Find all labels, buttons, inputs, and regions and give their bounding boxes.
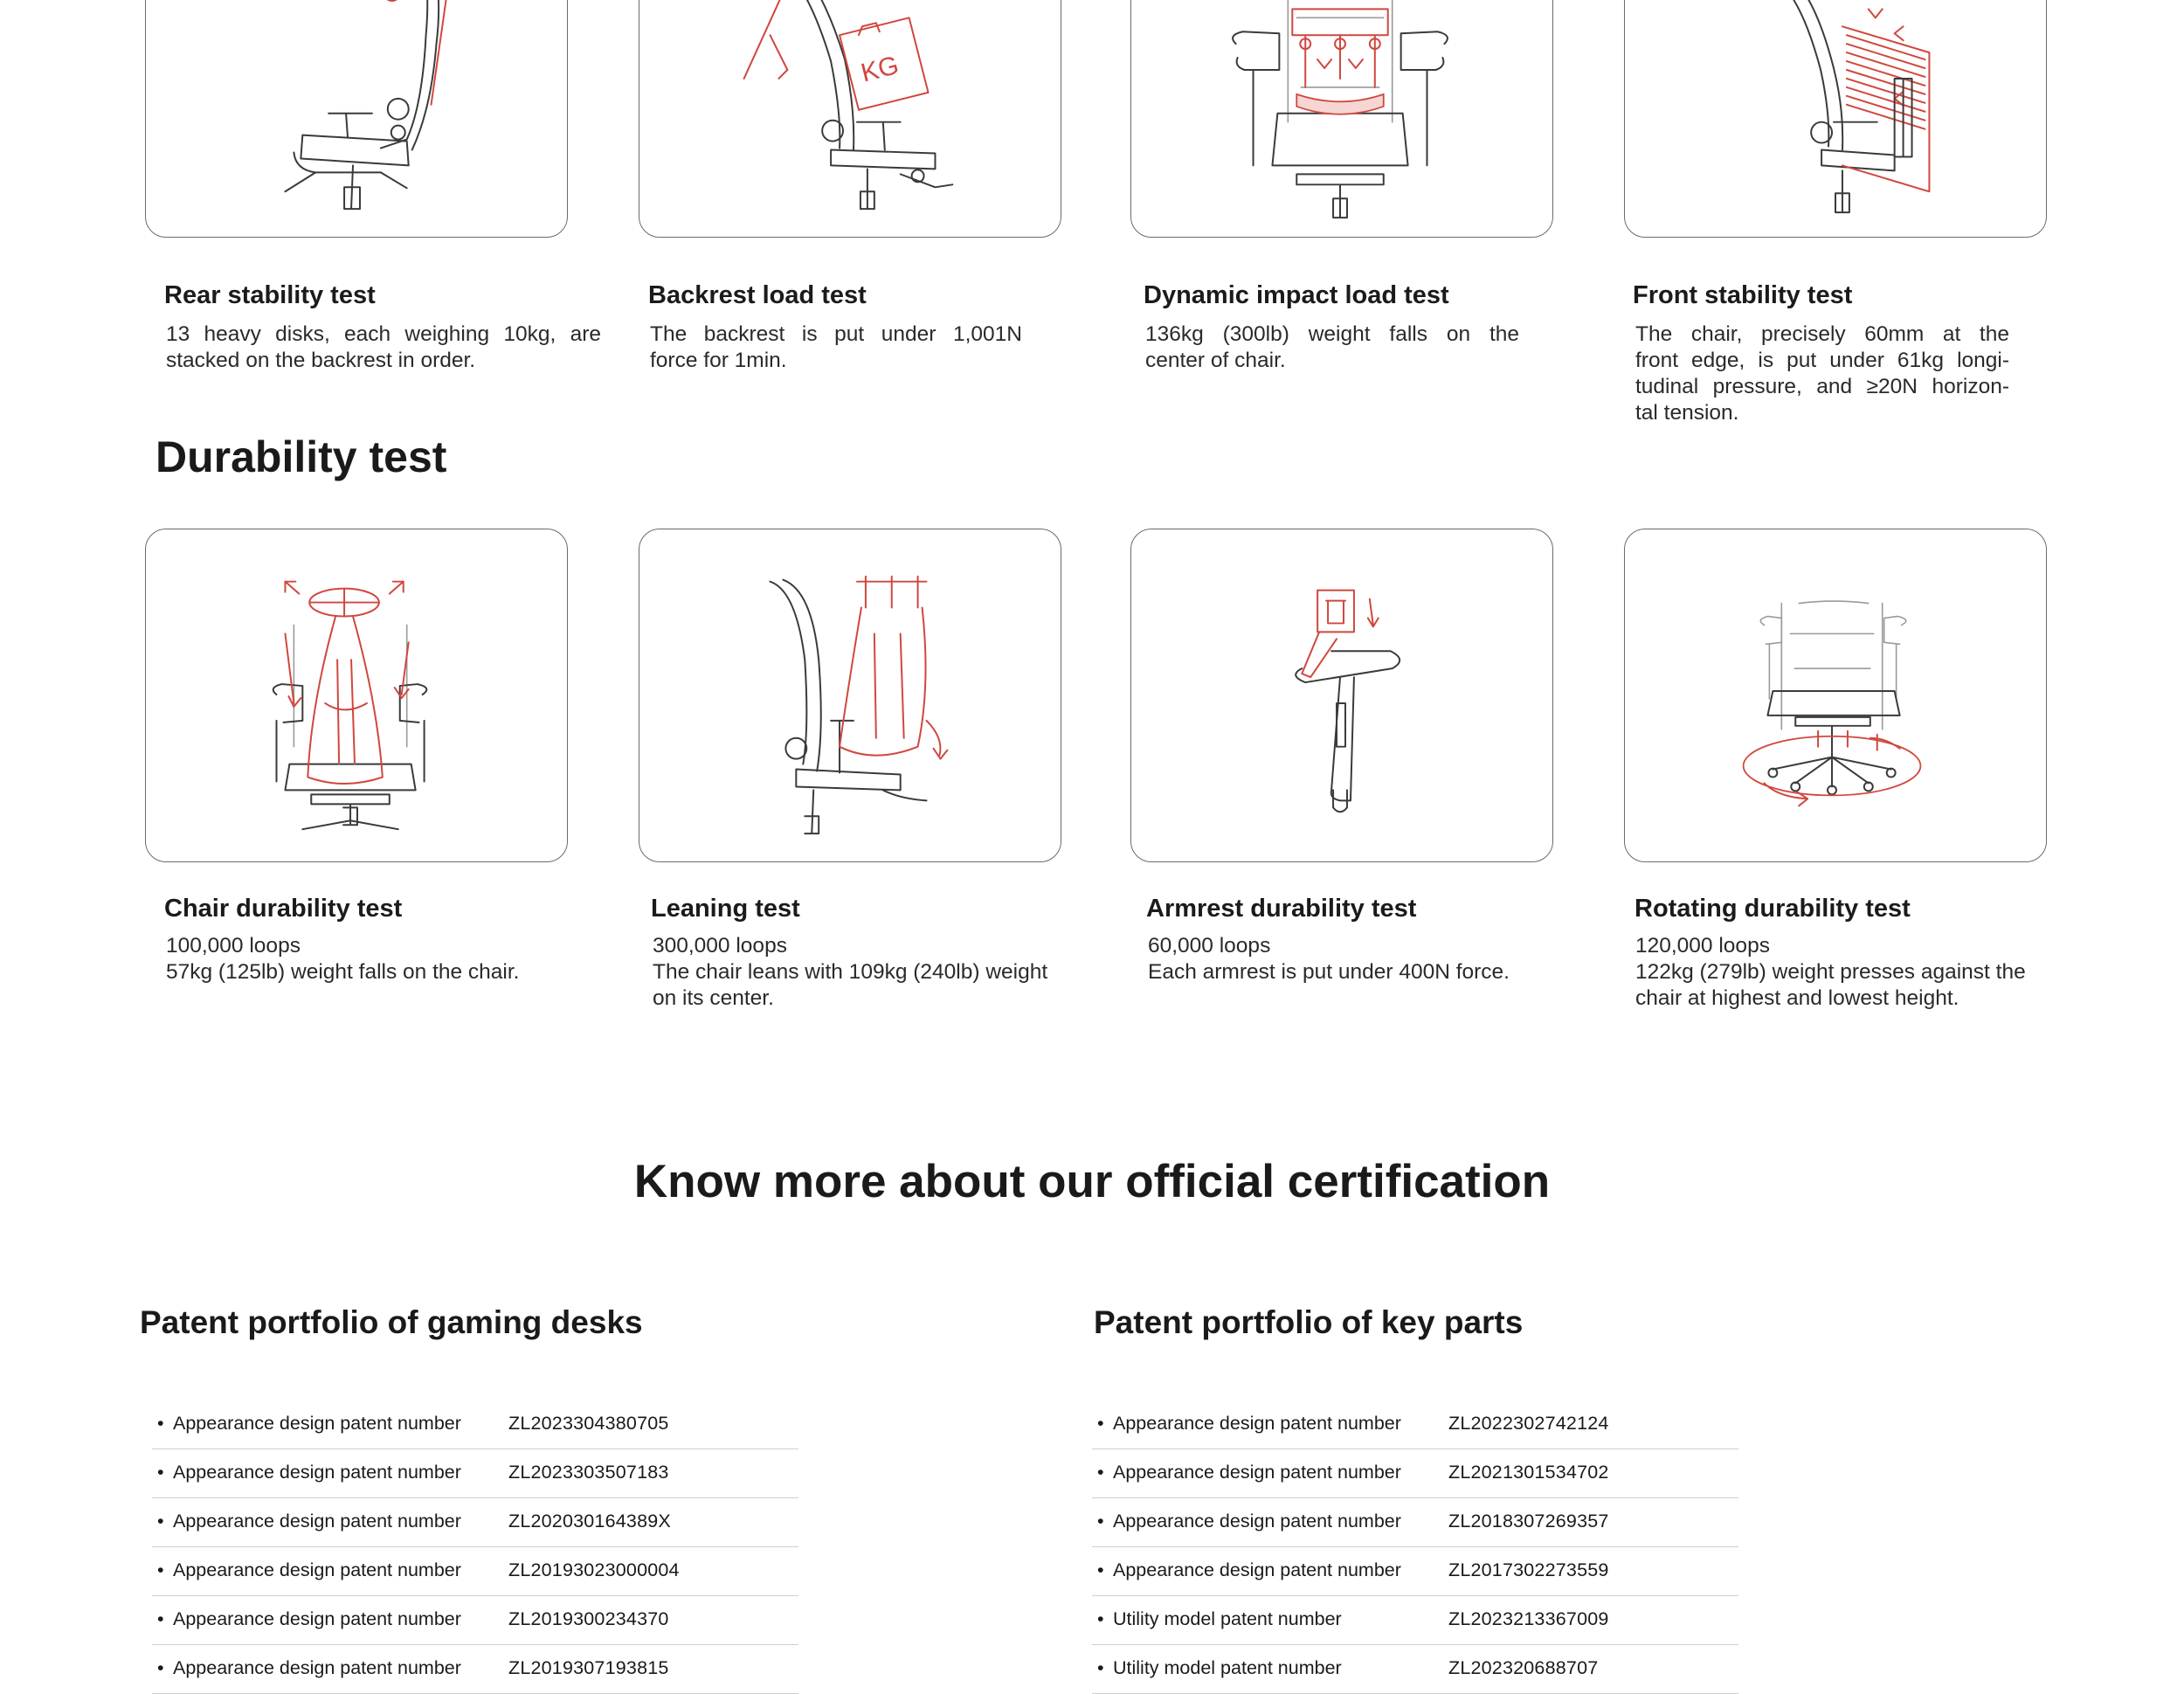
illustration-card-armrest-durability <box>1130 529 1553 862</box>
patent-number: ZL20193023000004 <box>508 1559 680 1580</box>
test-title-dynamic-impact: Dynamic impact load test <box>1144 281 1449 309</box>
patent-number: ZL202320688707 <box>1448 1657 1599 1678</box>
patent-number: ZL2023304380705 <box>508 1413 669 1434</box>
test-title-rotating-durability: Rotating durability test <box>1635 895 1911 923</box>
test-title-rear-stability: Rear stability test <box>164 281 376 309</box>
patent-row <box>152 1547 798 1596</box>
patent-type: Appearance design patent number <box>173 1608 461 1629</box>
patent-type: Appearance design patent number <box>1113 1559 1401 1580</box>
dynamic-impact-illustration <box>1131 0 1552 237</box>
patent-type: Appearance design patent number <box>173 1413 461 1434</box>
desc-line: The chair, precisely 60mm at the <box>1635 322 2009 346</box>
illustration-card-dynamic-impact <box>1130 0 1553 238</box>
patent-type: Appearance design patent number <box>1113 1511 1401 1532</box>
patent-number: ZL2023213367009 <box>1448 1608 1609 1629</box>
patent-type: Appearance design patent number <box>173 1657 461 1678</box>
desc-line: 100,000 loops <box>166 934 301 958</box>
leaning-illustration <box>639 529 1061 861</box>
patent-type: Appearance design patent number <box>173 1462 461 1483</box>
desc-line: 57kg (125lb) weight falls on the chair. <box>166 960 520 984</box>
patent-row <box>152 1400 798 1449</box>
desc-line: 60,000 loops <box>1148 934 1271 958</box>
patent-number: ZL2018307269357 <box>1448 1511 1609 1532</box>
durability-section-title: Durability test <box>156 432 447 481</box>
desc-line: center of chair. <box>1145 349 1286 372</box>
illustration-card-leaning <box>639 529 1061 862</box>
bullet-icon: • <box>157 1462 164 1483</box>
armrest-durability-illustration <box>1131 529 1552 861</box>
desc-line: tudinal pressure, and ≥20N horizon- <box>1635 375 2009 398</box>
portfolio-title-key-parts: Patent portfolio of key parts <box>1094 1304 1524 1340</box>
patent-list-key-parts <box>1092 1400 1738 1694</box>
patent-row <box>1092 1498 1738 1547</box>
patent-row <box>1092 1449 1738 1498</box>
desc-line: tal tension. <box>1635 401 1739 425</box>
bullet-icon: • <box>157 1511 164 1532</box>
desc-line: The chair leans with 109kg (240lb) weight <box>653 960 1048 984</box>
test-desc-front-stability <box>1635 322 2009 426</box>
desc-line: chair at highest and lowest height. <box>1635 986 1959 1010</box>
patent-row <box>152 1498 798 1547</box>
test-desc-rear-stability <box>166 322 601 374</box>
illustration-card-chair-durability <box>145 529 568 862</box>
patent-number: ZL2022302742124 <box>1448 1413 1609 1434</box>
test-title-front-stability: Front stability test <box>1633 281 1853 309</box>
test-desc-dynamic-impact <box>1145 322 1519 374</box>
patent-row <box>1092 1547 1738 1596</box>
patent-row <box>152 1645 798 1694</box>
desc-line: on its center. <box>653 986 774 1010</box>
illustration-card-rear-stability <box>145 0 568 238</box>
illustration-card-rotating-durability <box>1624 529 2047 862</box>
illustration-card-backrest-load <box>639 0 1061 238</box>
patent-type: Appearance design patent number <box>173 1511 461 1532</box>
test-title-chair-durability: Chair durability test <box>164 895 403 923</box>
backrest-load-illustration <box>639 0 1061 237</box>
patent-number: ZL2019300234370 <box>508 1608 669 1629</box>
portfolio-title-gaming-desks: Patent portfolio of gaming desks <box>140 1304 643 1340</box>
patent-number: ZL2019307193815 <box>508 1657 669 1678</box>
bullet-icon: • <box>157 1413 164 1434</box>
test-title-armrest-durability: Armrest durability test <box>1146 895 1417 923</box>
bullet-icon: • <box>157 1657 164 1678</box>
desc-line: Each armrest is put under 400N force. <box>1148 960 1510 984</box>
test-title-leaning: Leaning test <box>651 895 800 923</box>
test-desc-chair-durability <box>166 933 620 985</box>
patent-row <box>1092 1596 1738 1645</box>
bullet-icon: • <box>1097 1657 1104 1678</box>
patent-number: ZL2021301534702 <box>1448 1462 1609 1483</box>
certification-title: Know more about our official certification <box>633 1156 1551 1207</box>
desc-line: 120,000 loops <box>1635 934 1770 958</box>
desc-line: 122kg (279lb) weight presses against the <box>1635 960 2026 984</box>
patent-number: ZL2017302273559 <box>1448 1559 1609 1580</box>
patent-row <box>152 1449 798 1498</box>
bullet-icon: • <box>1097 1559 1104 1580</box>
chair-durability-illustration <box>146 529 567 861</box>
desc-line: stacked on the backrest in order. <box>166 349 476 372</box>
patent-type: Utility model patent number <box>1113 1608 1342 1629</box>
patent-number: ZL202030164389X <box>508 1511 671 1532</box>
patent-row <box>1092 1645 1738 1694</box>
desc-line: The backrest is put under 1,001N <box>650 322 1022 346</box>
rotating-durability-illustration <box>1625 529 2046 861</box>
front-stability-illustration <box>1625 0 2046 237</box>
desc-line: 300,000 loops <box>653 934 787 958</box>
patent-list-gaming-desks <box>152 1400 798 1694</box>
test-desc-armrest-durability <box>1148 933 1602 985</box>
patent-number: ZL2023303507183 <box>508 1462 669 1483</box>
desc-line: 13 heavy disks, each weighing 10kg, are <box>166 322 601 346</box>
desc-line: 136kg (300lb) weight falls on the <box>1145 322 1519 346</box>
patent-type: Appearance design patent number <box>173 1559 461 1580</box>
patent-row <box>152 1596 798 1645</box>
bullet-icon: • <box>157 1608 164 1629</box>
test-desc-backrest-load <box>650 322 1022 374</box>
test-desc-leaning <box>653 933 1107 1012</box>
test-title-backrest-load: Backrest load test <box>648 281 867 309</box>
illustration-card-front-stability <box>1624 0 2047 238</box>
bullet-icon: • <box>1097 1608 1104 1629</box>
rear-stability-illustration <box>146 0 567 237</box>
bullet-icon: • <box>1097 1462 1104 1483</box>
bullet-icon: • <box>157 1559 164 1580</box>
desc-line: force for 1min. <box>650 349 787 372</box>
bullet-icon: • <box>1097 1511 1104 1532</box>
test-desc-rotating-durability <box>1635 933 2125 1012</box>
patent-row <box>1092 1400 1738 1449</box>
patent-type: Appearance design patent number <box>1113 1413 1401 1434</box>
bullet-icon: • <box>1097 1413 1104 1434</box>
patent-type: Appearance design patent number <box>1113 1462 1401 1483</box>
patent-type: Utility model patent number <box>1113 1657 1342 1678</box>
kg-label: KG <box>858 51 902 88</box>
desc-line: front edge, is put under 61kg longi- <box>1635 349 2009 372</box>
